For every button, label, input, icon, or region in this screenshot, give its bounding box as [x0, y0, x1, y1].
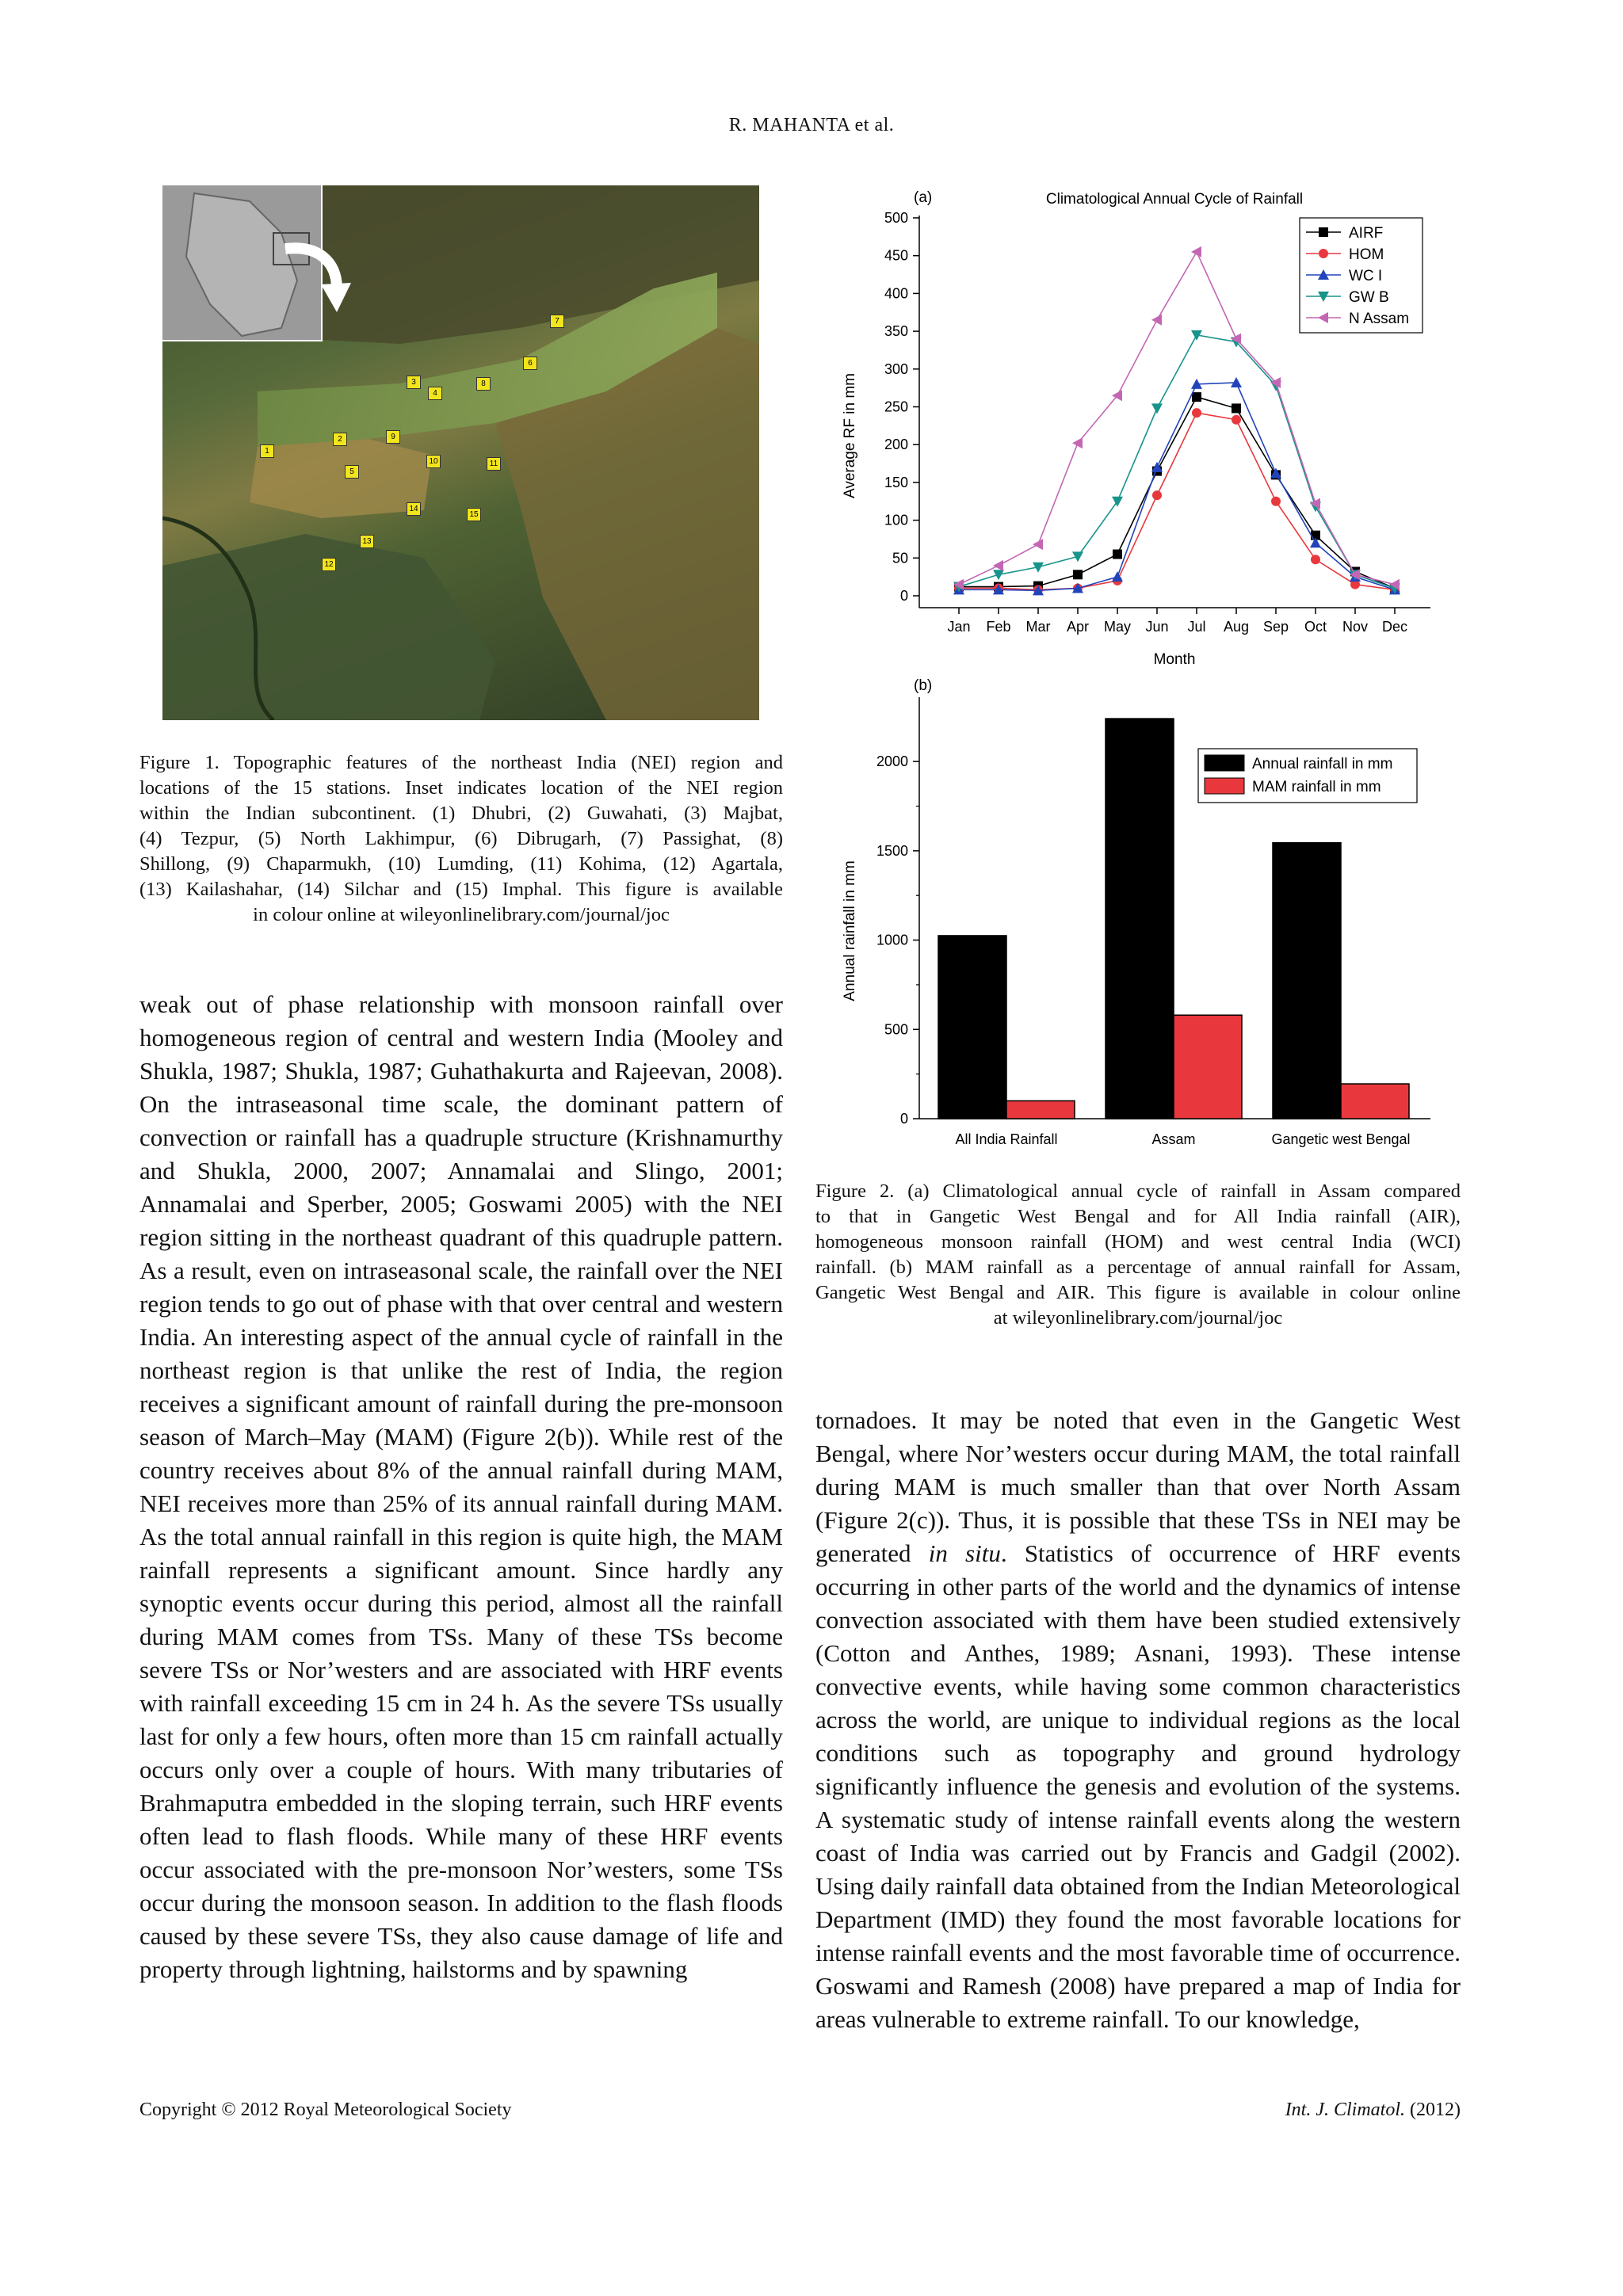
chart-a-legend-label: N Assam: [1349, 311, 1410, 327]
chart-a-ytick-label: 400: [884, 285, 908, 302]
station-marker-6: 6: [523, 357, 537, 370]
chart-a-data-point: [1072, 437, 1083, 448]
figure2-caption-line: at wileyonlinelibrary.com/journal/joc: [993, 1307, 1283, 1329]
figure2-caption-line: to that in Gangetic West Bengal and for All India rainfall (AIR),: [815, 1206, 1461, 1227]
chart-a-xtick-label: May: [1103, 619, 1132, 635]
figure1-caption-line: in colour online at wileyonlinelibrary.com/journal/joc: [253, 904, 670, 925]
station-marker-10: 10: [426, 455, 441, 468]
chart-a-xtick-label: Feb: [986, 619, 1011, 635]
figure2-caption-line: Gangetic West Bengal and AIR. This figure is available in colour online: [815, 1282, 1461, 1303]
chart-a-ytick-label: 450: [884, 247, 908, 264]
chart-b-ytick-label: 0: [899, 1111, 908, 1127]
right-column-body-text: [815, 1404, 1461, 2036]
chart-b-bar: [938, 936, 1006, 1119]
chart-a-xtick-label: Dec: [1381, 619, 1408, 635]
chart-b-panel-label: (b): [914, 677, 933, 694]
chart-a-data-point: [1151, 403, 1163, 414]
topographic-map-figure: [162, 185, 759, 720]
figure2a-line-chart: [832, 182, 1434, 681]
right-paragraph-end: . Statistics of occurrence of HRF events occurring in other parts of the world and the dynamics of intense convection associated with them have been studied extensively (Cotton and Anthes, 1989; Asnani, 1993). These intense convective events, while having some common characteristics across the world, are unique to individual regions as the local conditions such as topography and ground hydrology significantly influence the genesis and evolution of the systems. A systematic study of intense rainfall events along the western coast of India was carried out by Francis and Gadgil (2002). Using daily rainfall data obtained from the Indian Meteorological Department (IMD) they found the most favorable locations for intense rainfall events and the most favorable time of occurrence. Goswami and Ramesh (2008) have prepared a map of India for areas vulnerable to extreme rainfall. To our knowledge,: [815, 1539, 1461, 2033]
left-column-body-text: [139, 988, 783, 1986]
chart-a-xtick-label: Nov: [1342, 619, 1369, 635]
chart-a-data-point: [1033, 539, 1043, 550]
station-marker-9: 9: [386, 430, 400, 444]
chart-a-xtick-label: Mar: [1025, 619, 1051, 635]
chart-a-xtick-label: Sep: [1262, 619, 1289, 635]
right-paragraph-start: tornadoes. It may be noted that even in the Gangetic West Bengal, where Nor’westers occur during MAM, the total rainfall during MAM is much smaller than that over North Assam (Figure 2(c)). Thus, it is possible that these TSs in NEI may be generated: [815, 1406, 1461, 1567]
chart-a-xlabel: Month: [1153, 651, 1196, 668]
chart-a-series-line: [959, 383, 1395, 590]
chart-b-ytick-label: 2000: [876, 753, 908, 770]
chart-a-data-point: [993, 570, 1004, 580]
right-paragraph-italic: in situ: [928, 1539, 1001, 1567]
location-arrow-icon: [281, 237, 353, 316]
chart-a-data-point: [1311, 555, 1320, 564]
chart-a-ytick-label: 350: [884, 323, 908, 340]
chart-b-category-label: Assam: [1151, 1131, 1196, 1147]
station-marker-13: 13: [360, 535, 374, 548]
chart-a-legend-label: HOM: [1349, 246, 1384, 263]
chart-a-ytick-label: 50: [892, 550, 908, 566]
station-marker-7: 7: [550, 315, 564, 328]
chart-b-bar: [1006, 1100, 1075, 1119]
chart-a-ytick-label: 250: [884, 399, 908, 415]
figure2-caption-line: homogeneous monsoon rainfall (HOM) and west central India (WCI): [815, 1231, 1461, 1253]
figure2-caption-line: Figure 2. (a) Climatological annual cycle of rainfall in Assam compared: [815, 1180, 1461, 1202]
chart-a-data-point: [1152, 490, 1162, 500]
station-marker-1: 1: [260, 444, 274, 458]
figure1-caption-line: Shillong, (9) Chaparmukh, (10) Lumding, (11) Kohima, (12) Agartala,: [139, 853, 783, 875]
left-paragraph: weak out of phase relationship with monsoon rainfall over homogeneous region of central and western India (Mooley and Shukla, 1987; Shukla, 1987; Guhathakurta and Rajeevan, 2008). On the intraseasonal time scale, the dominant pattern of convection or rainfall has a quadruple structure (Krishnamurthy and Shukla, 2000, 2007; Annamalai and Slingo, 2001; Annamalai and Sperber, 2005; Goswami 2005) with the NEI region sitting in the northeast quadrant of this quadruple pattern. As a result, even on intraseasonal scale, the rainfall over the NEI region tends to go out of phase with that over central and western India. An interesting aspect of the annual cycle of rainfall in the northeast region is that unlike the rest of India, the region receives a significant amount of rainfall during the pre-monsoon season of March–May (MAM) (Figure 2(b)). While rest of the country receives about 8% of the annual rainfall during MAM, NEI receives more than 25% of its annual rainfall during MAM. As the total annual rainfall in this region is quite high, the MAM rainfall represents a significant amount. Since hardly any synoptic events occur during this period, almost all the rainfall during MAM comes from TSs. Many of these TSs become severe TSs or Nor’westers and are associated with HRF events with rainfall exceeding 15 cm in 24 h. As the severe TSs usually last for only a few hours, often more than 15 cm rainfall actually occurs only over a couple of hours. With many tributaries of Brahmaputra embedded in the sloping terrain, such HRF events often lead to flash floods. While many of these HRF events occur associated with the pre-monsoon Nor’westers, some TSs occur during the monsoon season. In addition to the flash floods caused by these severe TSs, they also cause damage of life and property through lightning, hailstorms and by spawning: [139, 990, 783, 1983]
figure2-caption-line: rainfall. (b) MAM rainfall as a percentage of annual rainfall for Assam,: [815, 1257, 1461, 1278]
chart-b-legend-swatch: [1205, 778, 1244, 794]
chart-a-legend-marker: [1319, 249, 1328, 258]
chart-a-data-point: [1191, 246, 1201, 257]
chart-a-data-point: [1151, 315, 1162, 326]
chart-a-xtick-label: Jan: [947, 619, 971, 635]
figure1-caption-line: (13) Kailashahar, (14) Silchar and (15) Imphal. This figure is available: [139, 879, 783, 900]
footer-journal-name: Int. J. Climatol.: [1285, 2100, 1406, 2120]
station-marker-5: 5: [345, 465, 359, 479]
chart-a-legend-label: GW B: [1349, 289, 1389, 306]
station-marker-4: 4: [428, 387, 442, 400]
chart-a-xtick-label: Aug: [1223, 619, 1250, 635]
chart-a-ytick-label: 100: [884, 512, 908, 528]
chart-b-legend: [1198, 749, 1417, 803]
figure1-caption-line: Figure 1. Topographic features of the northeast India (NEI) region and: [139, 752, 783, 773]
station-marker-11: 11: [487, 457, 501, 471]
chart-a-series-line: [959, 413, 1395, 589]
figure1-caption-line: (4) Tezpur, (5) North Lakhimpur, (6) Dibrugarh, (7) Passighat, (8): [139, 828, 783, 849]
figure1-caption-line: within the Indian subcontinent. (1) Dhubri, (2) Guwahati, (3) Majbat,: [139, 803, 783, 824]
station-marker-14: 14: [407, 502, 421, 516]
chart-a-legend-label: AIRF: [1349, 225, 1384, 242]
chart-b-legend-label: MAM rainfall in mm: [1252, 779, 1381, 795]
chart-a-ytick-label: 0: [899, 588, 908, 604]
station-marker-3: 3: [407, 376, 421, 389]
station-marker-15: 15: [467, 508, 481, 521]
chart-a-data-point: [1232, 403, 1241, 413]
chart-b-bar: [1341, 1084, 1409, 1119]
footer-journal: [1285, 2100, 1461, 2121]
chart-a-ytick-label: 500: [884, 210, 908, 226]
chart-a-xtick-label: Oct: [1304, 619, 1327, 635]
chart-b-bar: [1106, 719, 1174, 1119]
chart-a-data-point: [993, 560, 1003, 571]
chart-a-xtick-label: Jun: [1145, 619, 1169, 635]
running-head: R. MAHANTA et al.: [728, 115, 895, 135]
figure1-caption: [139, 750, 783, 928]
chart-a-data-point: [1232, 415, 1241, 425]
chart-a-data-point: [1192, 392, 1201, 402]
figure1-caption-line: locations of the 15 stations. Inset indicates location of the NEI region: [139, 777, 783, 799]
chart-a-ytick-label: 150: [884, 474, 908, 490]
chart-b-legend-label: Annual rainfall in mm: [1252, 756, 1393, 772]
figure2b-bar-chart: [832, 669, 1434, 1153]
figure2-caption: [815, 1179, 1461, 1331]
chart-b-bar: [1273, 843, 1341, 1119]
chart-a-data-point: [1271, 497, 1281, 506]
chart-b-category-label: Gangetic west Bengal: [1271, 1131, 1411, 1147]
chart-a-ylabel: Average RF in mm: [842, 372, 858, 499]
chart-b-legend-swatch: [1205, 755, 1244, 771]
chart-a-data-point: [1112, 497, 1123, 507]
station-marker-8: 8: [476, 377, 491, 391]
footer-copyright: Copyright © 2012 Royal Meteorological Society: [139, 2100, 512, 2120]
chart-a-ytick-label: 300: [884, 360, 908, 377]
chart-a-ytick-label: 200: [884, 437, 908, 453]
chart-b-ytick-label: 1000: [876, 932, 908, 948]
chart-a-series-line: [959, 335, 1395, 589]
chart-b-bar: [1174, 1015, 1242, 1119]
station-marker-2: 2: [333, 433, 347, 446]
chart-a-data-point: [1113, 550, 1122, 559]
chart-b-ylabel: Annual rainfall in mm: [842, 860, 858, 1001]
chart-a-title: Climatological Annual Cycle of Rainfall: [1045, 191, 1304, 208]
footer-year: (2012): [1410, 2100, 1461, 2120]
chart-a-panel-label: (a): [914, 189, 933, 206]
station-marker-12: 12: [322, 558, 336, 571]
chart-a-xtick-label: Apr: [1066, 619, 1090, 635]
chart-a-legend-label: WC I: [1349, 268, 1383, 284]
chart-a-data-point: [1073, 570, 1083, 579]
chart-b-ytick-label: 500: [884, 1021, 908, 1038]
chart-b-category-label: All India Rainfall: [955, 1131, 1058, 1147]
chart-a-xtick-label: Jul: [1187, 619, 1206, 635]
chart-a-data-point: [1192, 408, 1201, 418]
chart-b-ytick-label: 1500: [876, 842, 908, 859]
chart-a-legend: [1300, 218, 1423, 333]
chart-a-legend-marker: [1319, 227, 1328, 237]
